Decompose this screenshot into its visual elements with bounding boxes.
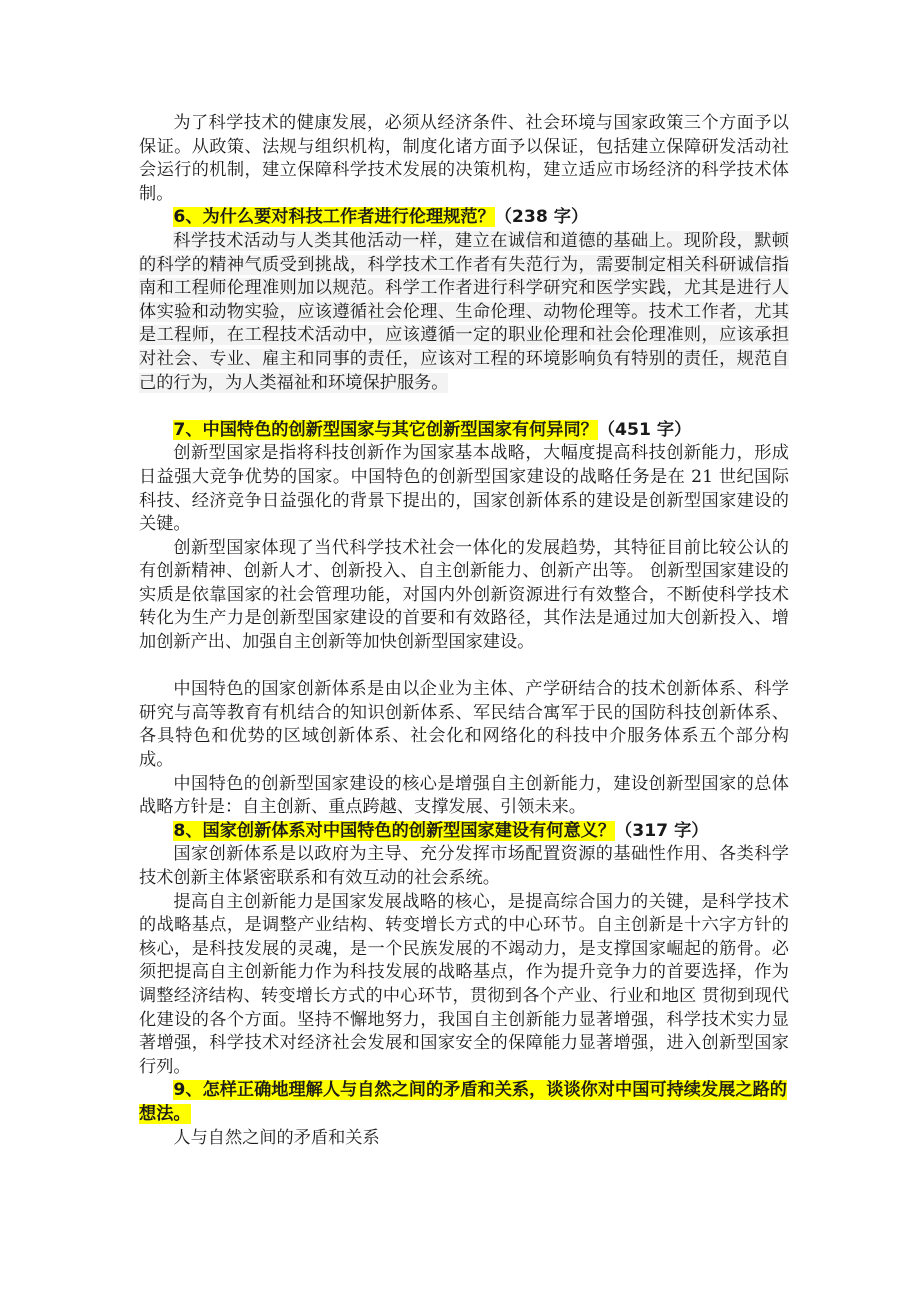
answer-8-paragraph-1: 国家创新体系是以政府为主导、充分发挥市场配置资源的基础性作用、各类科学技术创新主体紧密联系和有效互动的社会系统。 (139, 844, 789, 888)
answer-7-paragraph-4: 中国特色的创新型国家建设的核心是增强自主创新能力，建设创新型国家的总体战略方针是：自主创新、重点跨越、支撑发展、引领未来。 (139, 773, 789, 818)
question-6-count: （238 字） (494, 207, 589, 228)
question-9-heading (139, 1079, 789, 1126)
answer-7-paragraph-2: 创新型国家体现了当代科学技术社会一体化的发展趋势，其特征目前比较公认的有创新精神、创新人才、创新投入、自主创新能力、创新产出等。 创新型国家建设的实质是依靠国家的社会管理功能，对国内外创新资源进行有效整合，不断使科学技术转化为生产力是创新型国家建设的首要和有效路径，其作法是通过加大创新投入、增加创新产出、加强自主创新等加快创新型国家建设。 (139, 537, 789, 653)
question-8-text: 8、国家创新体系对中国特色的创新型国家建设有何意义？ (173, 820, 616, 841)
document-page (139, 112, 789, 1150)
answer-9-paragraph-1: 人与自然之间的矛盾和关系 (173, 1127, 380, 1148)
question-9-text: 9、怎样正确地理解人与自然之间的矛盾和关系，谈谈你对中国可持续发展之路的想法。 (139, 1080, 787, 1124)
answer-7-paragraph-3: 中国特色的国家创新体系是由以企业为主体、产学研结合的技术创新体系、科学研究与高等教育有机结合的知识创新体系、军民结合寓军于民的国防科技创新体系、各具特色和优势的区域创新体系、社会化和网络化的科技中介服务体系五个部分构成。 (139, 679, 789, 771)
question-8-count: （317 字） (615, 820, 709, 841)
spacer (139, 655, 789, 679)
question-7-count: （451 字） (597, 419, 692, 440)
answer-6-text: 科学技术活动与人类其他活动一样，建立在诚信和道德的基础上。现阶段，默顿的科学的精神气质受到挑战，科学技术工作者有失范行为，需要制定相关科研诚信指南和工程师伦理准则加以规范。科学工作者进行科学研究和医学实践，尤其是进行人体实验和动物实验，应该遵循社会伦理、生命伦理、动物伦理等。技术工作者，尤其是工程师，在工程技术活动中，应该遵循一定的职业伦理和社会伦理准则，应该承担对社会、专业、雇主和同事的责任，应该对工程的环境影响负有特别的责任，规范自己的行为，为人类福祉和环境保护服务。 (139, 230, 789, 393)
question-7-heading (139, 419, 789, 443)
question-6-heading (139, 206, 789, 230)
question-7-text: 7、中国特色的创新型国家与其它创新型国家有何异同？ (173, 419, 598, 440)
answer-8-paragraph-2: 提高自主创新能力是国家发展战略的核心，是提高综合国力的关键，是科学技术的战略基点，是调整产业结构、转变增长方式的中心环节。自主创新是十六字方针的核心，是科技发展的灵魂，是一个民族发展的不竭动力，是支撑国家崛起的筋骨。必须把提高自主创新能力作为科技发展的战略基点，作为提升竞争力的首要选择，作为调整经济结构、转变增长方式的中心环节，贯彻到各个产业、行业和地区 贯彻到现代化建设的各个方面。坚持不懈地努力，我国自主创新能力显著增强，科学技术实力显著增强，科学技术对经济社会发展和国家安全的保障能力显著增强，进入创新型国家行列。 (139, 891, 789, 1077)
answer-6-paragraph (139, 230, 789, 395)
spacer (139, 395, 789, 419)
paragraph-intro: 为了科学技术的健康发展，必须从经济条件、社会环境与国家政策三个方面予以保证。从政策、法规与组织机构，制度化诸方面予以保证，包括建立保障研发活动社会运行的机制，建立保障科学技术发展的决策机构，建立适应市场经济的科学技术体制。 (139, 113, 789, 204)
answer-7-paragraph-1: 创新型国家是指将科技创新作为国家基本战略，大幅度提高科技创新能力，形成日益强大竞争优势的国家。中国特色的创新型国家建设的战略任务是在 21 世纪国际科技、经济竞争日益强化的背景下提出的，国家创新体系的建设是创新型国家建设的关键。 (139, 443, 789, 535)
question-6-text: 6、为什么要对科技工作者进行伦理规范？ (173, 207, 495, 228)
question-8-heading (139, 820, 789, 844)
